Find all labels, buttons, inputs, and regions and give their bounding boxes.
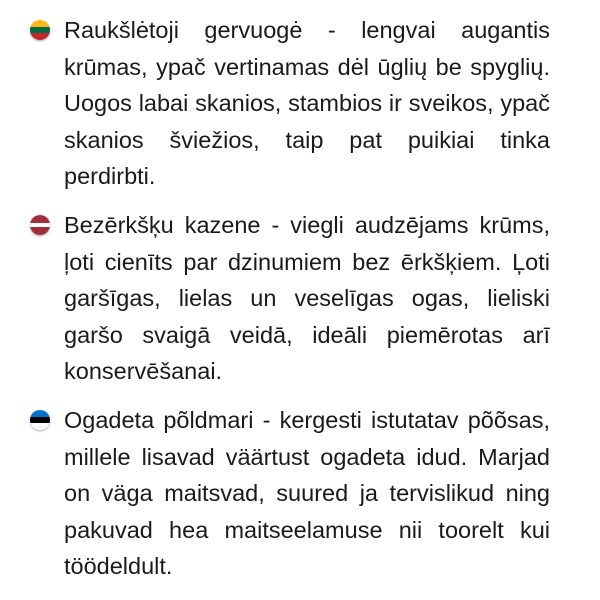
flag-stripe-top xyxy=(30,20,50,27)
latvia-flag-icon xyxy=(30,215,50,235)
flag-stripe-bottom xyxy=(30,33,50,40)
flag-stripe-middle xyxy=(30,27,50,34)
flag-stripe-top xyxy=(30,215,50,223)
estonia-flag-icon xyxy=(30,410,50,430)
flag-stripe-middle xyxy=(30,417,50,424)
flag-stripe-top xyxy=(30,410,50,417)
flag-stripe-bottom xyxy=(30,423,50,430)
estonian-paragraph: Ogadeta põldmari - kergesti istutatav põõsas, millele lisavad väärtust ogadeta idud. Marjad on väga maitsvad, suured ja tervislikud ning pakuvad hea maitseelamuse nii toorelt kui töödeldult. xyxy=(64,407,550,579)
latvian-paragraph: Bezērkšķu kazene - viegli audzējams krūms, ļoti cienīts par dzinumiem bez ērkšķiem. Ļoti garšīgas, lielas un veselīgas ogas, lieliski garšo svaigā veidā, ideāli piemērotas arī konservēšanai. xyxy=(64,212,550,384)
lithuania-flag-icon xyxy=(30,20,50,40)
lithuanian-paragraph: Raukšlėtoji gervuogė - lengvai augantis krūmas, ypač vertinamas dėl ūglių be spyglių. Uogos labai skanios, stambios ir sveikos, ypač skanios šviežios, taip pat puikiai tinka perdirbti. xyxy=(64,17,550,189)
flag-stripe-bottom xyxy=(30,227,50,235)
